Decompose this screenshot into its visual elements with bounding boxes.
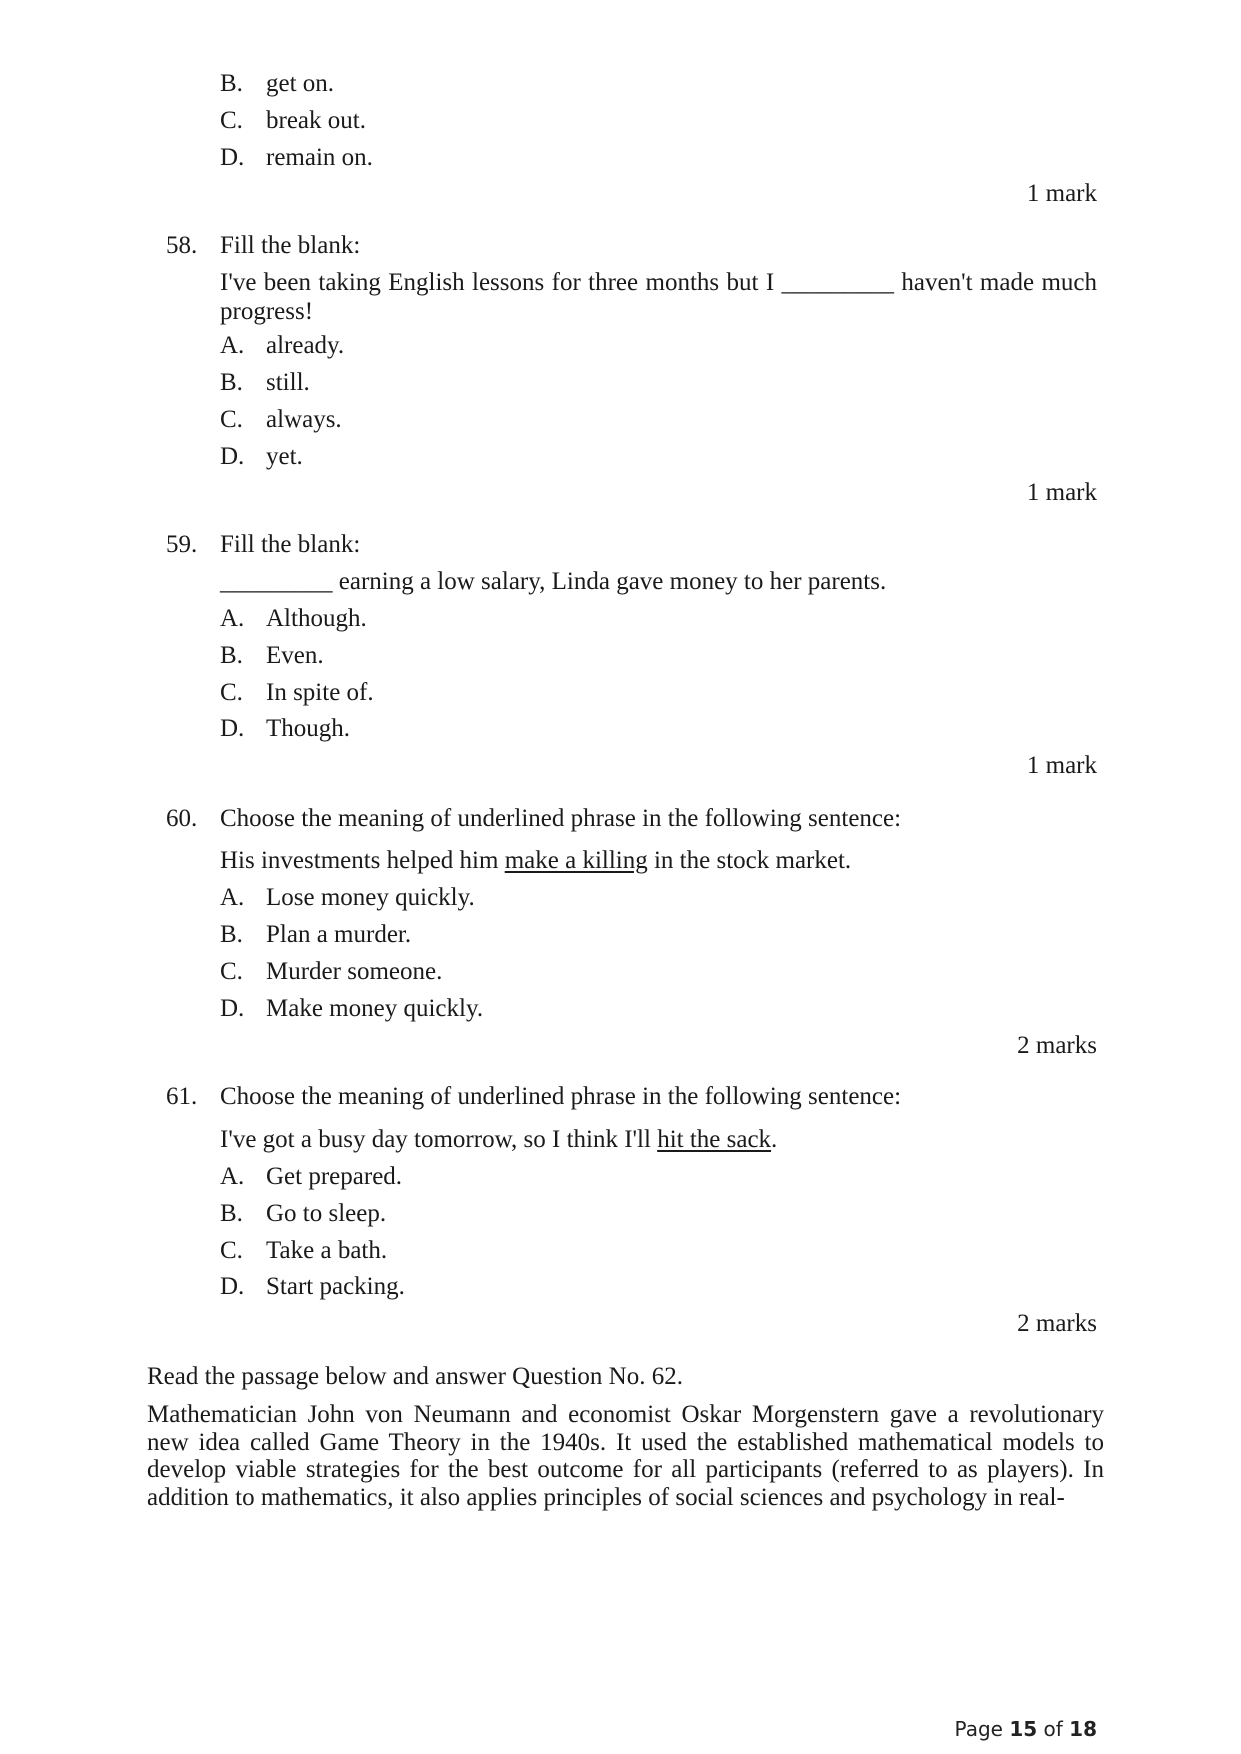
passage-intro: Read the passage below and answer Question No. 62. <box>147 1363 683 1390</box>
option-letter: C. <box>220 406 243 433</box>
list-item <box>220 921 411 950</box>
option-text: Get prepared. <box>266 1163 403 1190</box>
page-total: 18 <box>1069 1717 1097 1741</box>
option-text: Start packing. <box>266 1273 405 1300</box>
list-item <box>220 107 366 136</box>
page-footer <box>955 1718 1097 1741</box>
question-prompt: Fill the blank: <box>220 531 361 558</box>
mark-label: 2 marks <box>1017 1032 1097 1059</box>
option-letter: B. <box>220 921 243 948</box>
passage-text: Mathematician John von Neumann and economist Oskar Morgenstern gave a revolutionary new idea called Game Theory in the 1940s. It used the established mathematical models to develop viable strategies for the best outcome for all participants (referred to as players). In addition to mathematics, it also applies principles of social sciences and psychology in real- <box>147 1401 1104 1511</box>
list-item <box>220 1163 402 1192</box>
mark-label: 1 mark <box>1026 752 1097 779</box>
option-letter: D. <box>220 443 245 470</box>
option-letter: B. <box>220 369 243 396</box>
sentence-text: I've got a busy day tomorrow, so I think I'll <box>220 1126 658 1153</box>
question-sentence <box>220 1126 1097 1155</box>
sentence-text: His investments helped him <box>220 847 505 874</box>
option-letter: C. <box>220 958 243 985</box>
underlined-phrase: hit the sack <box>657 1126 772 1153</box>
option-letter: A. <box>220 605 245 632</box>
list-item <box>220 369 310 398</box>
list-item <box>220 1273 405 1302</box>
option-text: always. <box>266 406 342 433</box>
option-text: break out. <box>266 107 366 134</box>
list-item <box>220 642 324 671</box>
option-letter: D. <box>220 995 245 1022</box>
option-letter: D. <box>220 144 245 171</box>
option-text: Lose money quickly. <box>266 884 475 911</box>
list-item <box>220 958 442 987</box>
page-current: 15 <box>1009 1717 1038 1741</box>
list-item <box>220 144 373 173</box>
question-prompt: Choose the meaning of underlined phrase in the following sentence: <box>220 1083 902 1110</box>
option-letter: C. <box>220 1237 243 1264</box>
underlined-phrase: make a killing <box>504 847 648 874</box>
option-letter: A. <box>220 1163 245 1190</box>
option-text: Plan a murder. <box>266 921 412 948</box>
list-item <box>220 884 475 913</box>
list-item <box>220 715 350 744</box>
mark-label: 1 mark <box>1026 180 1097 207</box>
option-text: yet. <box>266 443 303 470</box>
option-text: get on. <box>266 70 335 97</box>
mark-label: 1 mark <box>1026 479 1097 506</box>
option-letter: B. <box>220 70 243 97</box>
question-number: 61. <box>166 1083 198 1110</box>
question-prompt: Fill the blank: <box>220 232 361 259</box>
option-letter: C. <box>220 679 243 706</box>
option-text: already. <box>266 332 345 359</box>
page-of-label: of <box>1043 1717 1063 1741</box>
option-letter: C. <box>220 107 243 134</box>
option-text: Make money quickly. <box>266 995 484 1022</box>
option-letter: A. <box>220 332 245 359</box>
list-item <box>220 1237 387 1266</box>
option-text: remain on. <box>266 144 373 171</box>
option-text: Although. <box>266 605 367 632</box>
question-number: 60. <box>166 805 198 832</box>
question-number: 59. <box>166 531 198 558</box>
list-item <box>220 679 374 708</box>
question-number: 58. <box>166 232 198 259</box>
list-item <box>220 605 367 634</box>
question-sentence: I've been taking English lessons for three months but I _________ haven't made much progress! <box>220 269 1097 325</box>
list-item <box>220 406 342 435</box>
list-item <box>220 1200 386 1229</box>
option-text: Go to sleep. <box>266 1200 387 1227</box>
question-sentence <box>220 847 1097 876</box>
option-text: Though. <box>266 715 351 742</box>
option-text: Murder someone. <box>266 958 443 985</box>
option-letter: B. <box>220 1200 243 1227</box>
list-item <box>220 332 344 361</box>
question-sentence: _________ earning a low salary, Linda gave money to her parents. <box>220 568 887 595</box>
list-item <box>220 995 483 1024</box>
option-letter: D. <box>220 715 245 742</box>
option-letter: A. <box>220 884 245 911</box>
list-item <box>220 70 334 99</box>
page-label: Page <box>954 1717 1003 1741</box>
option-text: In spite of. <box>266 679 374 706</box>
sentence-text: in the stock market. <box>647 847 852 874</box>
option-letter: D. <box>220 1273 245 1300</box>
option-text: Take a bath. <box>266 1237 388 1264</box>
list-item <box>220 443 303 472</box>
mark-label: 2 marks <box>1017 1310 1097 1337</box>
sentence-text: . <box>771 1126 778 1153</box>
option-letter: B. <box>220 642 243 669</box>
option-text: Even. <box>266 642 324 669</box>
option-text: still. <box>266 369 310 396</box>
question-prompt: Choose the meaning of underlined phrase in the following sentence: <box>220 805 902 832</box>
